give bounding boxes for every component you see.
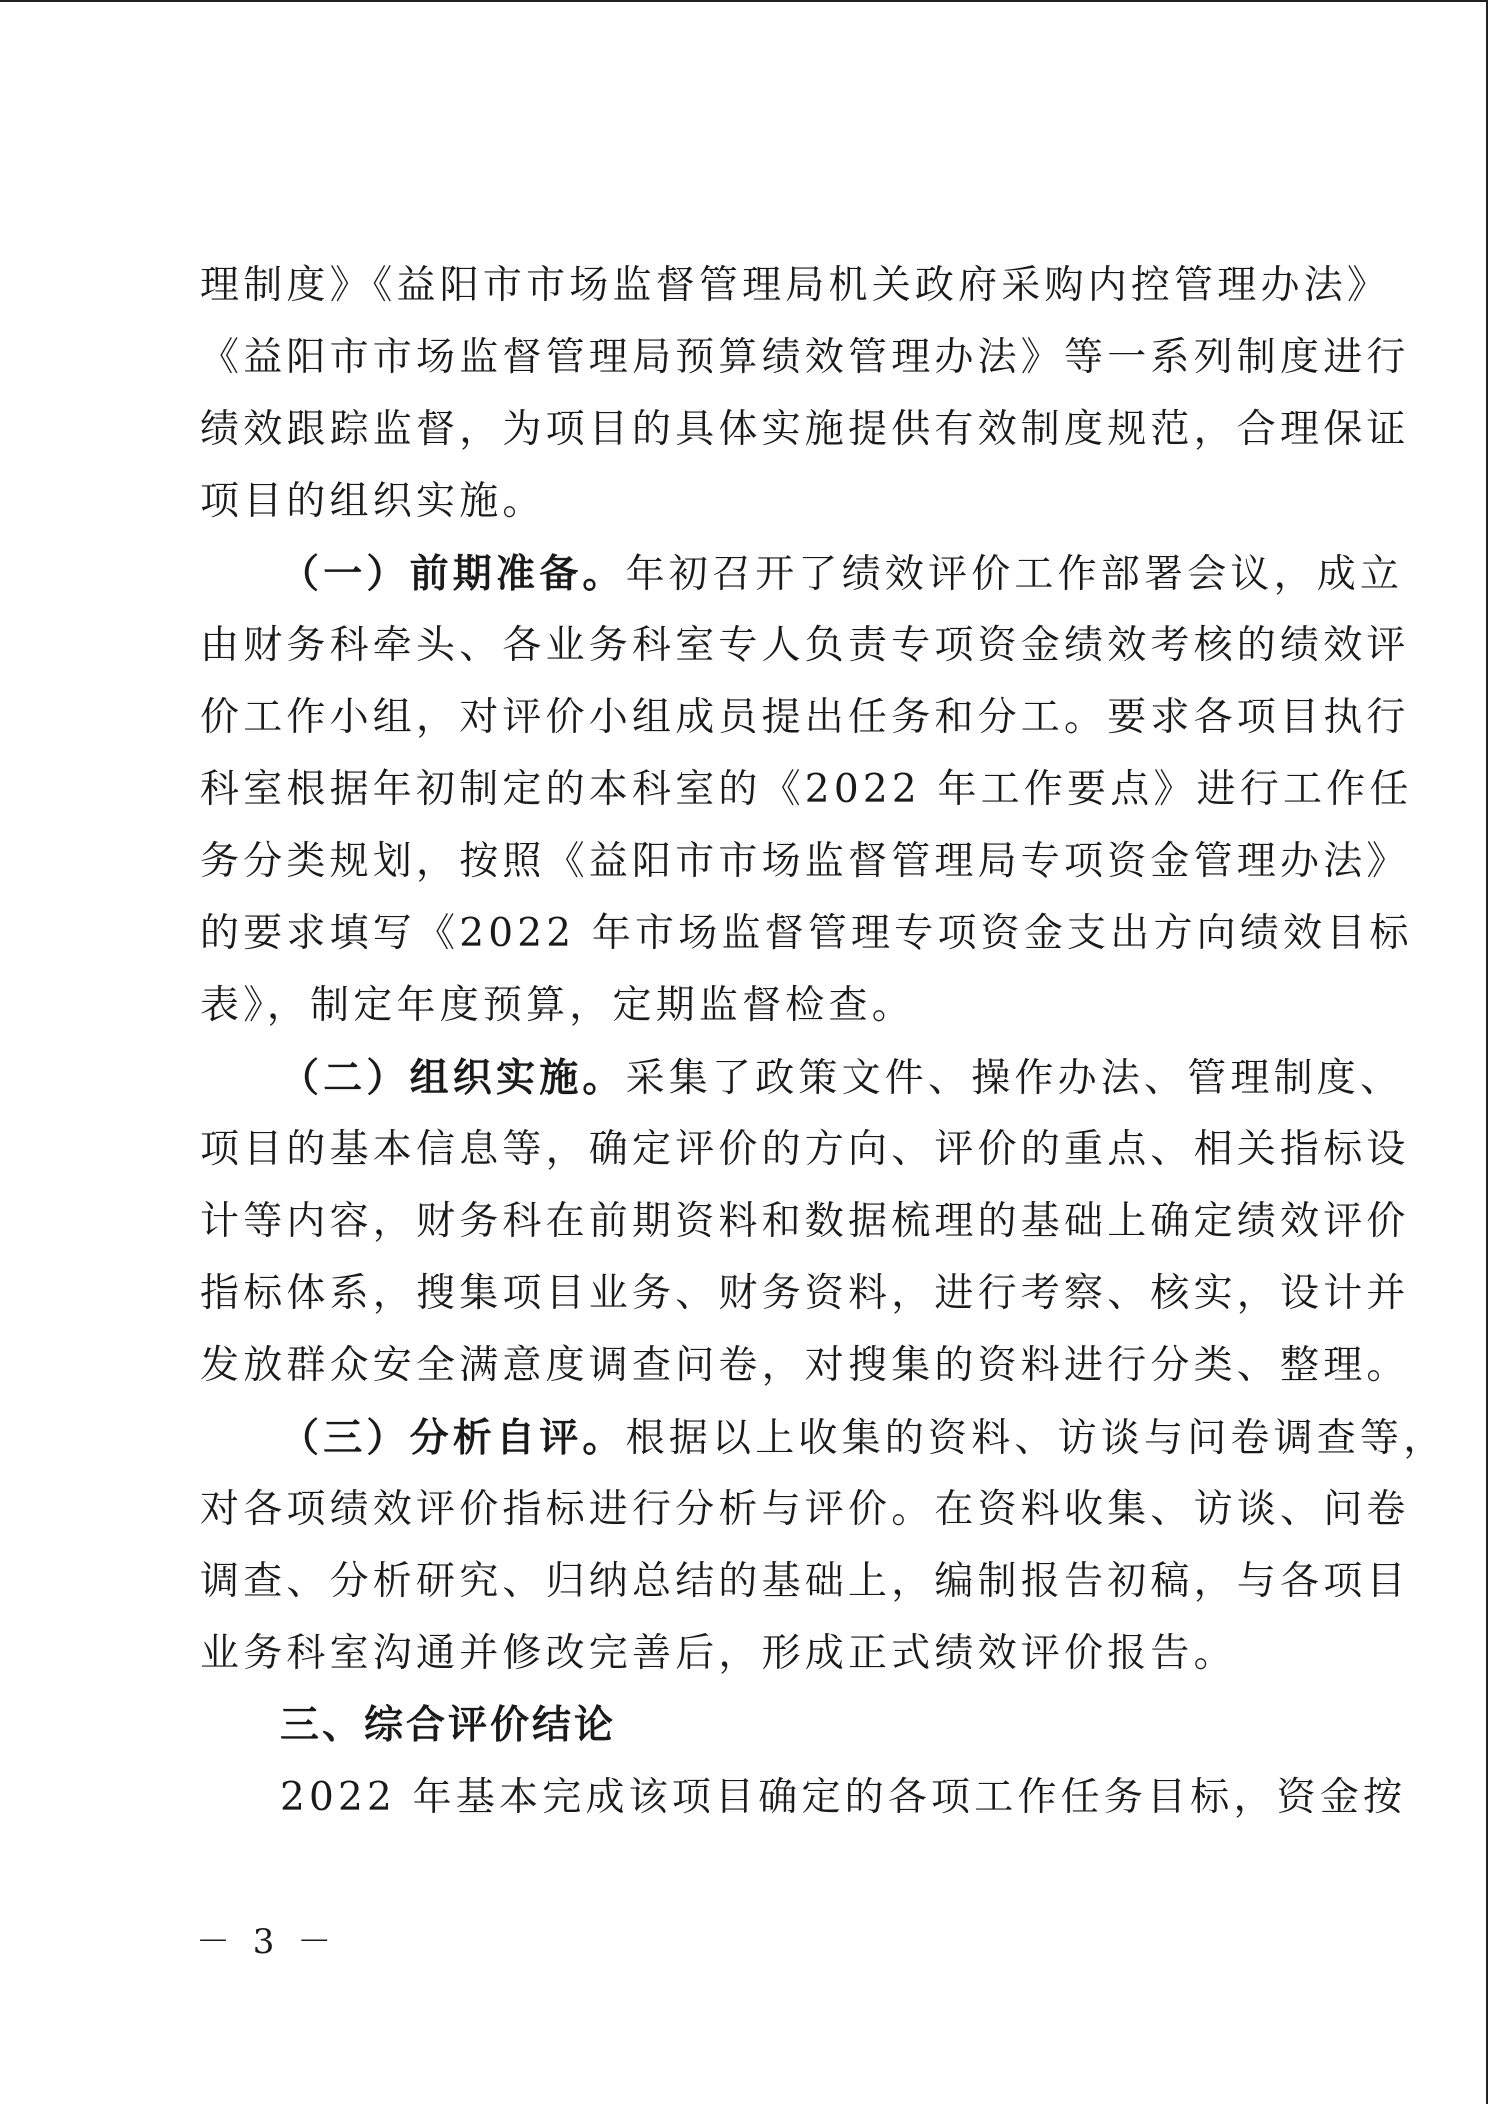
body-line: 业务科室沟通并修改完善后，形成正式绩效评价报告。: [200, 1631, 1237, 1676]
body-line: 绩效跟踪监督，为项目的具体实施提供有效制度规范，合理保证: [200, 407, 1410, 452]
body-line: 指标体系，搜集项目业务、财务资料，进行考察、核实，设计并: [200, 1271, 1410, 1316]
body-line: 项目的组织实施。: [200, 479, 546, 524]
body-line: 由财务科牵头、各业务科室专人负责专项资金绩效考核的绩效评: [200, 623, 1410, 668]
section-2-label: （二）组织实施。: [280, 1055, 626, 1101]
body-line: 表》，制定年度预算，定期监督检查。: [200, 983, 915, 1028]
body-line: 理制度》《益阳市市场监督管理局机关政府采购内控管理办法》: [200, 263, 1391, 308]
section-3-first-text: 根据以上收集的资料、访谈与问卷调查等，: [625, 1416, 1447, 1461]
section-1-first-text: 年初召开了绩效评价工作部署会议，成立: [625, 552, 1404, 597]
body-line: 发放群众安全满意度调查问卷，对搜集的资料进行分类、整理。: [200, 1343, 1410, 1388]
section-3-label: （三）分析自评。: [280, 1415, 626, 1461]
section-2-first-text: 采集了政策文件、操作办法、管理制度、: [625, 1056, 1404, 1101]
document-body: [200, 250, 1447, 1834]
section-3-first-line: [200, 1402, 1447, 1474]
body-line: 《益阳市市场监督管理局预算绩效管理办法》等一系列制度进行: [200, 335, 1410, 380]
section-1-first-line: [200, 538, 1404, 610]
body-line: 调查、分析研究、归纳总结的基础上，编制报告初稿，与各项目: [200, 1559, 1410, 1604]
body-line: 计等内容，财务科在前期资料和数据梳理的基础上确定绩效评价: [200, 1199, 1410, 1244]
body-line: 的要求填写《2022 年市场监督管理专项资金支出方向绩效目标: [200, 911, 1413, 956]
body-line: 务分类规划，按照《益阳市市场监督管理局专项资金管理办法》: [200, 839, 1410, 884]
body-line: 项目的基本信息等，确定评价的方向、评价的重点、相关指标设: [200, 1127, 1410, 1172]
conclusion-first-line: 2022 年基本完成该项目确定的各项工作任务目标，资金按: [280, 1775, 1407, 1820]
section-heading: 三、综合评价结论: [280, 1703, 617, 1748]
section-1-label: （一）前期准备。: [280, 551, 626, 597]
body-line: 科室根据年初制定的本科室的《2022 年工作要点》进行工作任: [200, 767, 1413, 812]
page-number: － 3 －: [196, 1922, 338, 1962]
section-2-first-line: [200, 1042, 1404, 1114]
body-line: 价工作小组，对评价小组成员提出任务和分工。要求各项目执行: [200, 695, 1410, 740]
body-line: 对各项绩效评价指标进行分析与评价。在资料收集、访谈、问卷: [200, 1487, 1410, 1532]
